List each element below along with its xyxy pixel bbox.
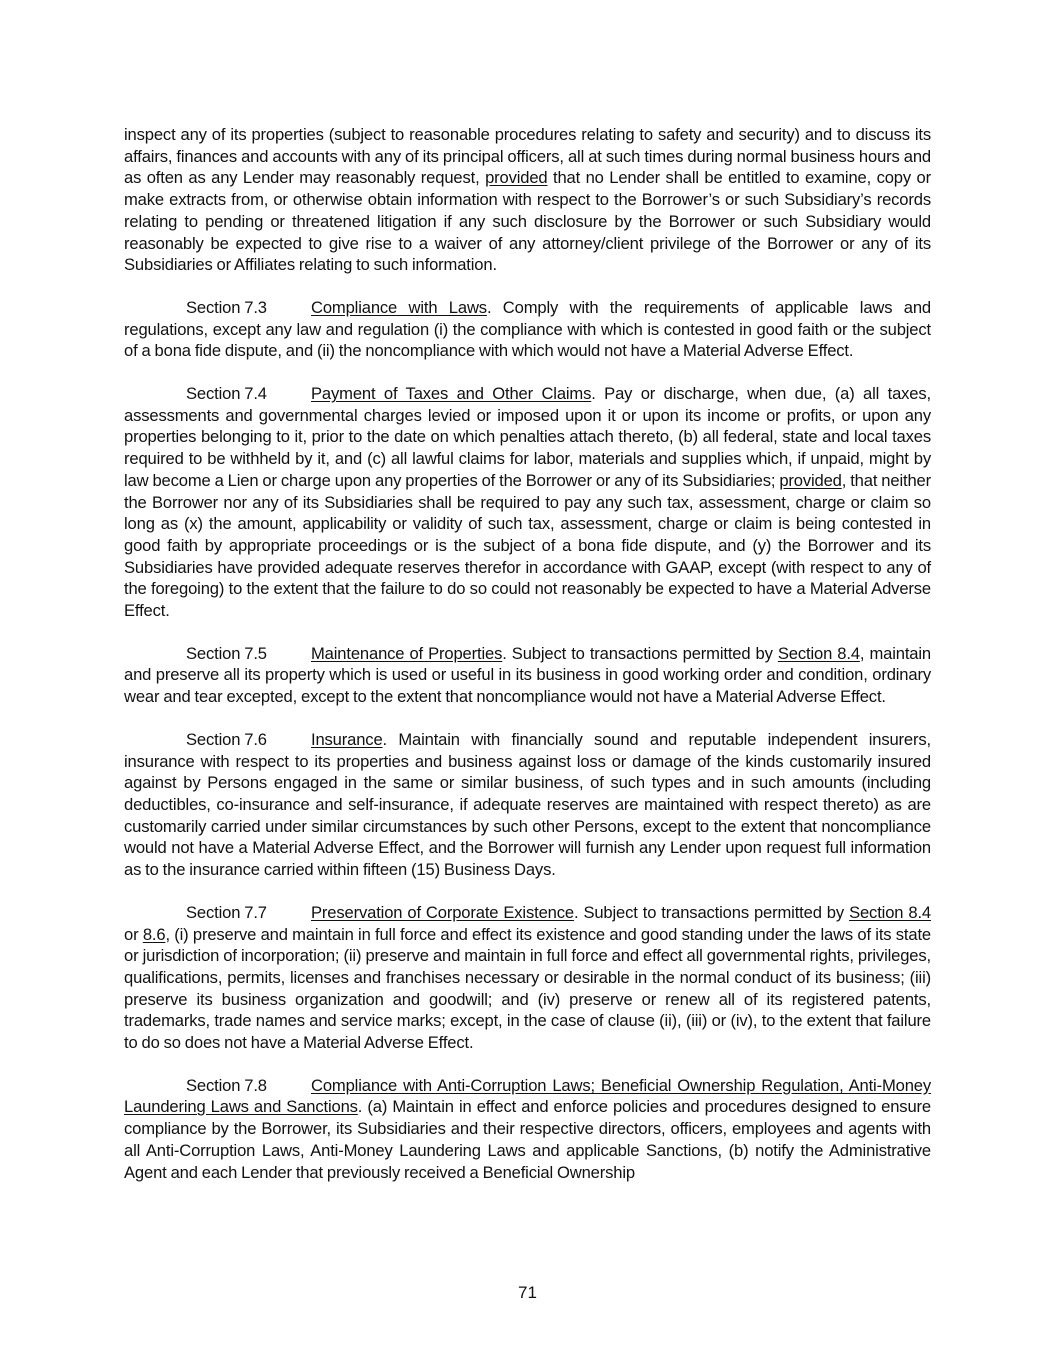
page-number: 71 (518, 1283, 537, 1302)
section-7-4-body-before: . Pay or discharge, when due, (a) all taxes, assessments and governmental charges levied or imposed upon it or upon its income or profits, or upon any properties belonging to it, prior to the date on which penalties attach thereto, (b) all federal, state and local taxes required to be withheld by it, and (c) all lawful claims for labor, materials and supplies which, if unpaid, might by law become a Lien or charge upon any properties of the Borrower or any of its Subsidiaries; (124, 384, 931, 490)
section-7-3-number: Section 7.3 (186, 297, 267, 317)
section-7-5-body-after: , maintain and preserve all its property which is used or useful in its business in good working order and condition, ordinary wear and tear excepted, except to the extent that noncompliance would not have a Material Adverse Effect. (124, 643, 931, 707)
section-7-4-body-after: , that neither the Borrower nor any of its Subsidiaries shall be required to pay any such tax, assessment, charge or claim so long as (x) the amount, applicability or validity of such tax, assessment, charge or claim is being contested in good faith by appropriate proceedings or is the subject of a bona fide dispute, and (y) the Borrower and its Subsidiaries have provided adequate reserves therefor in accordance with GAAP, except (with respect to any of the foregoing) to the extent that the failure to do so could not reasonably be expected to have a Material Adverse Effect. (124, 470, 931, 621)
section-7-3-body: . Comply with the requirements of applicable laws and regulations, except any law and regulation (i) the compliance with which is contested in good faith or the subject of a bona fide dispute, and (ii) the noncompliance with which would not have a Material Adverse Effect. (124, 297, 931, 361)
section-7-6-number: Section 7.6 (186, 729, 267, 749)
section-7-7-body-before: . Subject to transactions permitted by (573, 902, 850, 922)
section-7-8 (124, 1075, 931, 1184)
section-7-4-provided-term: provided (779, 470, 842, 490)
section-7-5-title: Maintenance of Properties (311, 643, 503, 663)
section-7-5-reference: Section 8.4 (777, 643, 860, 663)
intro-paragraph (124, 124, 931, 276)
section-7-5-body-before: . Subject to transactions permitted by (502, 643, 778, 663)
intro-provided-term: provided (485, 168, 548, 188)
document-page (124, 124, 931, 1204)
section-7-3-title: Compliance with Laws (311, 297, 487, 317)
section-7-4-number: Section 7.4 (186, 384, 267, 404)
section-7-7-reference-2: 8.6 (142, 924, 166, 944)
section-7-4-title: Payment of Taxes and Other Claims (311, 384, 592, 404)
section-7-6-title: Insurance (311, 729, 383, 749)
intro-text-after: that no Lender shall be entitled to examine, copy or make extracts from, or otherwise obtain information with respect to the Borrower’s or such Subsidiary’s records relating to pending or threatened litigation if any such disclosure by the Borrower or such Subsidiary would reasonably be expected to give rise to a waiver of any attorney/client privilege of the Borrower or any of its Subsidiaries or Affiliates relating to such information. (124, 168, 931, 275)
section-7-4 (124, 383, 931, 622)
section-7-5 (124, 643, 931, 708)
intro-text-before: inspect any of its properties (subject to reasonable procedures relating to safety and security) and to discuss its affairs, finances and accounts with any of its principal officers, all at such times during normal business hours and as often as any Lender may reasonably request, (124, 125, 931, 188)
section-7-7-conjunction: or (124, 924, 143, 944)
section-7-8-number: Section 7.8 (186, 1075, 267, 1095)
section-7-7-reference-1: Section 8.4 (849, 902, 931, 922)
section-7-6-body: . Maintain with financially sound and reputable independent insurers, insurance with respect to its properties and business against loss or damage of the kinds customarily insured against by Persons engaged in the same or similar business, of such types and in such amounts (including deductibles, co-insurance and self-insurance, if adequate reserves are maintained with respect thereto) as are customarily carried under similar circumstances by such other Persons, except to the extent that noncompliance would not have a Material Adverse Effect, and the Borrower will furnish any Lender upon request full information as to the insurance carried within fifteen (15) Business Days. (124, 729, 931, 880)
section-7-8-body: . (a) Maintain in effect and enforce policies and procedures designed to ensure compliance by the Borrower, its Subsidiaries and their respective directors, officers, employees and agents with all Anti-Corruption Laws, Anti-Money Laundering Laws and applicable Sanctions, (b) notify the Administrative Agent and each Lender that previously received a Beneficial Ownership (124, 1097, 931, 1182)
section-7-7-body-after: , (i) preserve and maintain in full force and effect its existence and good standing under the laws of its state or jurisdiction of incorporation; (ii) preserve and maintain in full force and effect all governmental rights, privileges, qualifications, permits, licenses and franchises necessary or desirable in the normal conduct of its business; (iii) preserve its business organization and goodwill; and (iv) preserve or renew all of its registered patents, trademarks, trade names and service marks; except, in the case of clause (ii), (iii) or (iv), to the extent that failure to do so does not have a Material Adverse Effect. (124, 924, 932, 1053)
section-7-5-number: Section 7.5 (186, 643, 267, 663)
section-7-7-number: Section 7.7 (186, 902, 267, 922)
section-7-8-title: Compliance with Anti-Corruption Laws; Beneficial Ownership Regulation, Anti-Money Laundering Laws and Sanctions (124, 1075, 931, 1117)
section-7-3 (124, 297, 931, 362)
section-7-7 (124, 902, 931, 1054)
section-7-7-title: Preservation of Corporate Existence (311, 902, 574, 922)
section-7-6 (124, 729, 931, 881)
